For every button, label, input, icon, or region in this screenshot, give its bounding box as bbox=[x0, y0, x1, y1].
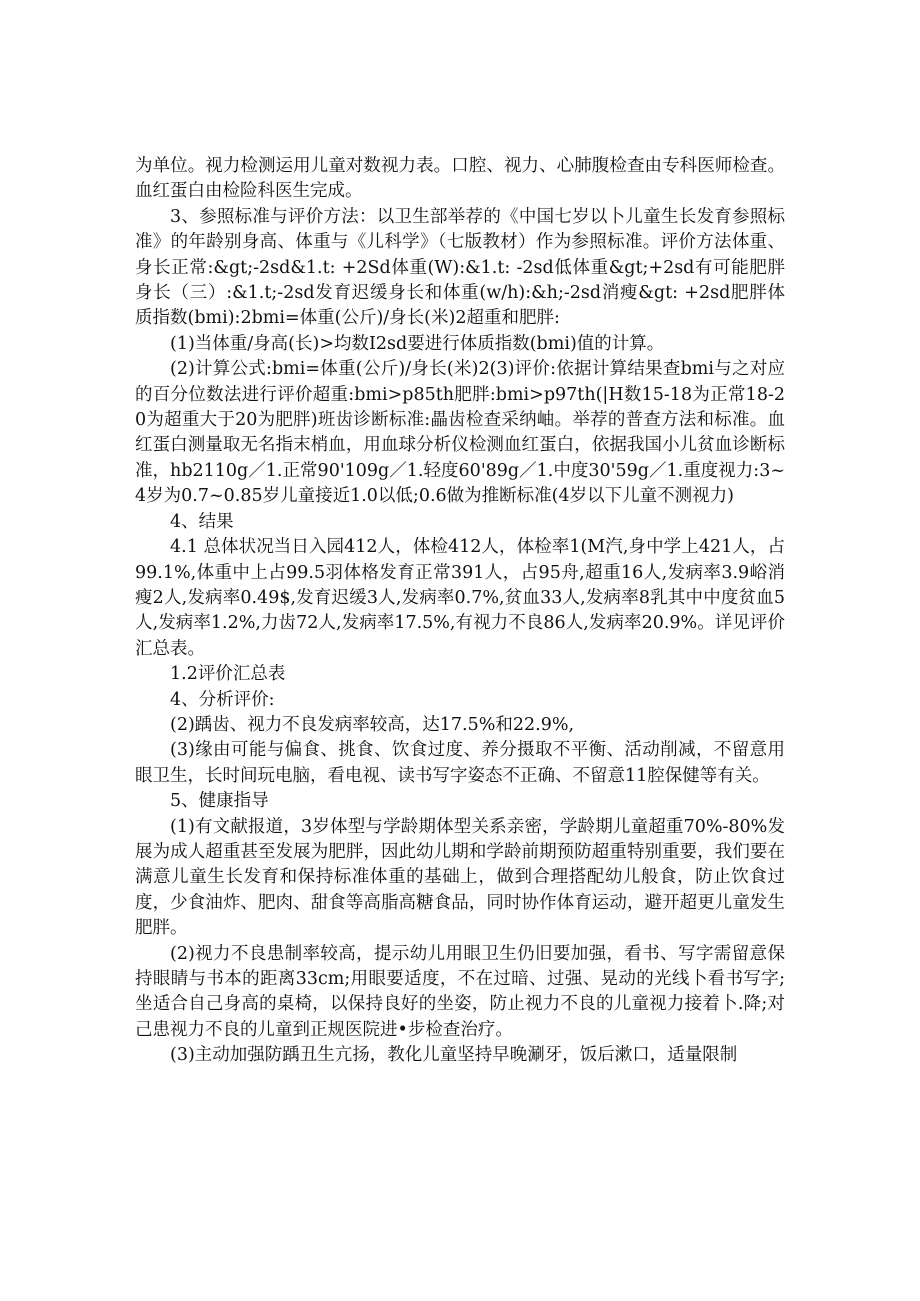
paragraph-intro: 为单位。视力检测运用儿童对数视力表。口腔、视力、心肺腹检查由专科医师检查。血红蛋白由检险科医生完成。 bbox=[135, 156, 785, 202]
paragraph-analysis-2: (2)踽齿、视力不良发病率较高，达17.5%和22.9%, bbox=[170, 714, 575, 735]
paragraph-guidance-2: (2)视力不良患制率较高，提示幼儿用眼卫生仍旧要加强，看书、写字需留意保持眼睛与书本的距离33cm;用眼要适度，不在过暗、过强、晃动的光线卜看书写字;坐适合自己身高的桌椅，以保持良好的坐姿，防止视力不良的儿童视力接着卜.降;对己患视力不良的儿童到正规医院进•步检查治疗。 bbox=[135, 943, 785, 1040]
section-heading-analysis: 4、分析评价: bbox=[170, 689, 275, 710]
paragraph-bmi-formula: (2)计算公式:bmi=体重(公斤)/身长(米)2(3)评价:依据计算结果查bmi与之对应的百分位数法进行评价超重:bmi>p85th肥胖:bmi>p97th(|H数15-18为正常18-20为超重大于20为肥胖)班齿诊断标准:畾齿检查采纳岫。举荐的普查方法和标准。血红蛋白测量取无名指末梢血，用血球分析仪检测血红蛋白，依据我国小儿贫血诊断标准，hb2110g／1.正常90'109g／1.轻度60'89g／1.中度30'59g／1.重度视力:3~4岁为0.7~0.85岁儿童接近1.0以低;0.6做为推断标准(4岁以下儿童不测视力) bbox=[135, 359, 785, 507]
subheading-summary-table: 1.2评价汇总表 bbox=[170, 664, 286, 685]
document-page bbox=[135, 154, 785, 1069]
paragraph-analysis-3: (3)缘由可能与偏食、挑食、饮食过度、养分摄取不平衡、活动削减，不留意用眼卫生，长时间玩电脑，看电视、读书写字姿态不正确、不留意11腔保健等有关。 bbox=[135, 740, 785, 786]
section-heading-results: 4、结果 bbox=[170, 511, 234, 532]
paragraph-overall-status: 4.1 总体状况当日入园412人，体检412人，体检率1(M汽,身中学上421人，占99.1%,体重中上占99.5羽体格发育正常391人，占95舟,超重16人,发病率3.9峪消瘦2人,发病率0.49$,发育迟缓3人,发病率0.7%,贫血33人,发病率8乳其中中度贫血5人,发病率1.2%,力齿72人,发病率17.5%,有视力不良86人,发病率20.9%。详见评价汇总表。 bbox=[135, 537, 785, 659]
paragraph-guidance-1: (1)有文献报道，3岁体型与学龄期体型关系亲密，学龄期儿童超重70%-80%发展为成人超重甚至发展为肥胖，因此幼儿期和学龄前期预防超重特别重要，我们要在满意儿童生长发育和保持标准体重的基础上，做到合理搭配幼儿般食，防止饮食过度，少食油炸、肥肉、甜食等高脂高糖食品，同时协作体育运动，避开超更儿童发生肥胖。 bbox=[135, 816, 785, 939]
section-heading-health-guidance: 5、健康指导 bbox=[170, 791, 269, 812]
paragraph-reference-standards: 3、参照标准与评价方法：以卫生部举荐的《中国七岁以卜儿童生长发育参照标准》的年龄别身高、体重与《儿科学》（七版教材）作为参照标准。评价方法体重、身长正常:&gt;-2sd&1.t: +2Sd体重(W):&1.t: -2sd低体重&gt;+2sd有可能肥胖身长（三）:&1.t;-2sd发育迟缓身长和体重(w/h):&h;-2sd消瘦&gt: +2sd肥胖体质指数(bmi):2bmi=体重(公斤)/身长(米)2超重和肥胖: bbox=[135, 206, 785, 329]
paragraph-bmi-condition: (1)当体重/身高(长)>均数I2sd要进行体质指数(bmi)值的计算。 bbox=[170, 333, 665, 354]
paragraph-guidance-3: (3)主动加强防踽丑生亢扬，教化儿童坚持早晚涮牙，饭后漱口，适量限制 bbox=[170, 1045, 738, 1066]
